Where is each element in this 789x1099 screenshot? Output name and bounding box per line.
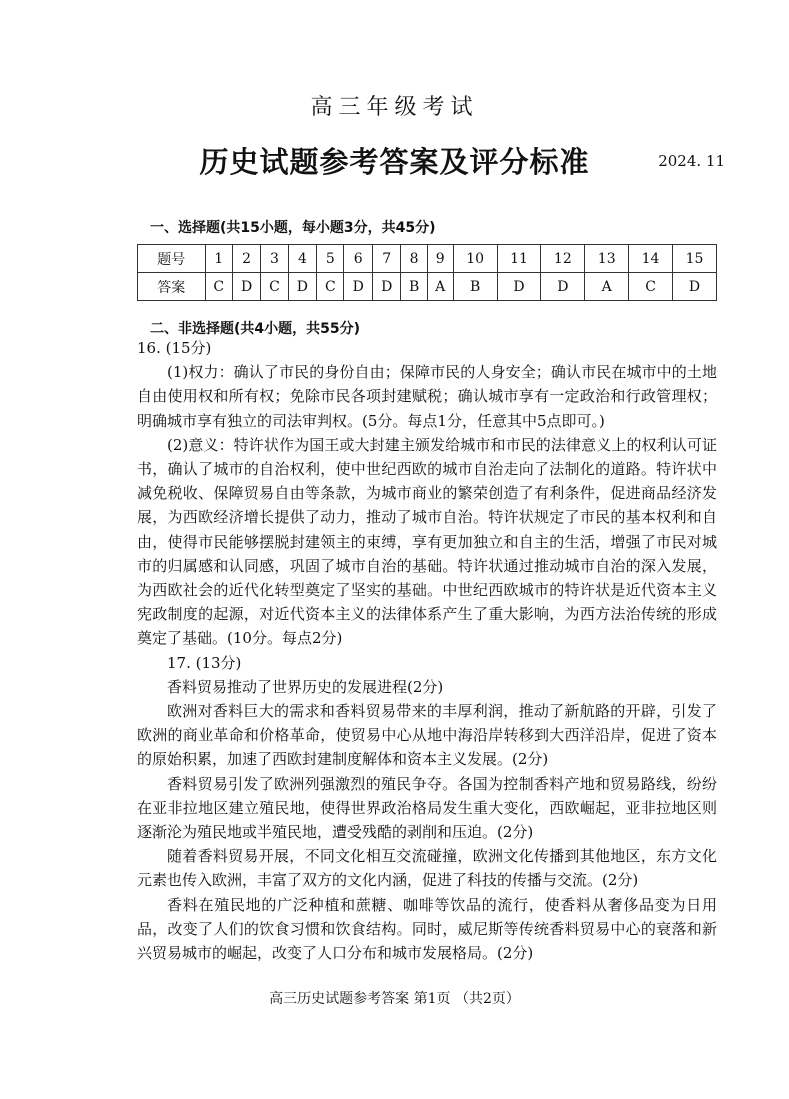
answer-cell: C: [205, 273, 232, 301]
page-title: 历史试题参考答案及评分标准: [199, 145, 590, 179]
answer-cell: D: [288, 273, 317, 301]
q16-label: 16. (15分): [137, 339, 212, 357]
answer-cell: A: [585, 273, 629, 301]
question-number: 7: [372, 245, 401, 273]
answer-cell: D: [672, 273, 716, 301]
question-number-row: [138, 245, 717, 273]
q16-part2: (2)意义：特许状作为国王或大封建主颁发给城市和市民的法律意义上的权利认可证书，确认了城市的自治权利，使中世纪西欧的城市自治走向了法制化的道路。特许状中减免税收、保障贸易自由等条款，为城市商业的繁荣创造了有利条件，促进商品经济发展，为西欧经济增长提供了动力，推动了城市自治。特许状规定了市民的基本权利和自由，使得市民能够摆脱封建领主的束缚，享有更加独立和自主的生活，增强了市民对城市的归属感和认同感，巩固了城市自治的基础。特许状通过推动城市自治的深入发展，为西欧社会的近代化转型奠定了坚实的基础。中世纪西欧城市的特许状是近代资本主义宪政制度的起源，对近代资本主义的法律体系产生了重大影响，为西方法治传统的形成奠定了基础。(10分。每点2分): [137, 435, 717, 648]
question-number: 3: [261, 245, 288, 273]
question-number: 6: [344, 245, 373, 273]
row-label-question: 题号: [138, 245, 206, 273]
q17-paragraph: 随着香料贸易开展，不同文化相互交流碰撞，欧洲文化传播到其他地区，东方文化元素也传入欧洲，丰富了双方的文化内涵，促进了科技的传播与交流。(2分): [137, 847, 717, 890]
row-label-answer: 答案: [138, 273, 206, 301]
question-number: 12: [541, 245, 585, 273]
q16-part1: (1)权力：确认了市民的身份自由；保障市民的人身安全；确认市民在城市中的土地自由使用权和所有权；免除市民各项封建赋税；确认城市享有一定政治和行政管理权；明确城市享有独立的司法审判权。(5分。每点1分，任意其中5点即可。): [137, 363, 717, 430]
question-number: 5: [317, 245, 344, 273]
question-number: 13: [585, 245, 629, 273]
question-number: 14: [629, 245, 673, 273]
answer-cell: A: [427, 273, 453, 301]
answer-row: [138, 273, 717, 301]
q17-paragraph: 香料在殖民地的广泛种植和蔗糖、咖啡等饮品的流行，使香料从奢侈品变为日用品，改变了人们的饮食习惯和饮食结构。同时，威尼斯等传统香料贸易中心的衰落和新兴贸易城市的崛起，改变了人口分布和城市发展格局。(2分): [137, 895, 717, 963]
question-number: 10: [453, 245, 497, 273]
answer-cell: D: [541, 273, 585, 301]
answer-cell: B: [453, 273, 497, 301]
answer-cell: D: [372, 273, 401, 301]
answer-cell: C: [629, 273, 673, 301]
q17-paragraph: 欧洲对香料巨大的需求和香料贸易带来的丰厚利润，推动了新航路的开辟，引发了欧洲的商业革命和价格革命，使贸易中心从地中海沿岸转移到大西洋沿岸，促进了资本的原始积累，加速了西欧封建制度解体和资本主义发展。(2分): [137, 702, 717, 769]
section2-heading: 二、非选择题(共4小题，共55分): [150, 321, 361, 337]
question-number: 8: [401, 245, 427, 273]
question-number: 1: [205, 245, 232, 273]
question-number: 4: [288, 245, 317, 273]
section1-heading: 一、选择题(共15小题，每小题3分，共45分): [150, 220, 436, 236]
q17-thesis: 香料贸易推动了世界历史的发展进程(2分): [167, 677, 444, 696]
section2-body: [137, 336, 717, 965]
answer-cell: C: [317, 273, 344, 301]
answer-cell: D: [232, 273, 261, 301]
answer-cell: C: [261, 273, 288, 301]
q17-label: 17. (13分): [167, 653, 242, 672]
question-number: 15: [672, 245, 716, 273]
answer-cell: D: [497, 273, 541, 301]
page-footer: 高三历史试题参考答案 第1页 （共2页）: [269, 991, 520, 1007]
answer-table: [137, 244, 717, 301]
q17-paragraph: 香料贸易引发了欧洲列强激烈的殖民争夺。各国为控制香料产地和贸易路线，纷纷在亚非拉地区建立殖民地，使得世界政治格局发生重大变化，西欧崛起，亚非拉地区则逐渐沦为殖民地或半殖民地，遭受残酷的剥削和压迫。(2分): [137, 774, 717, 842]
question-number: 2: [232, 245, 261, 273]
question-number: 11: [497, 245, 541, 273]
exam-subtitle: 高三年级考试: [310, 95, 479, 120]
answer-cell: D: [344, 273, 373, 301]
answer-cell: B: [401, 273, 427, 301]
exam-date: 2024. 11: [658, 152, 725, 170]
question-number: 9: [427, 245, 453, 273]
